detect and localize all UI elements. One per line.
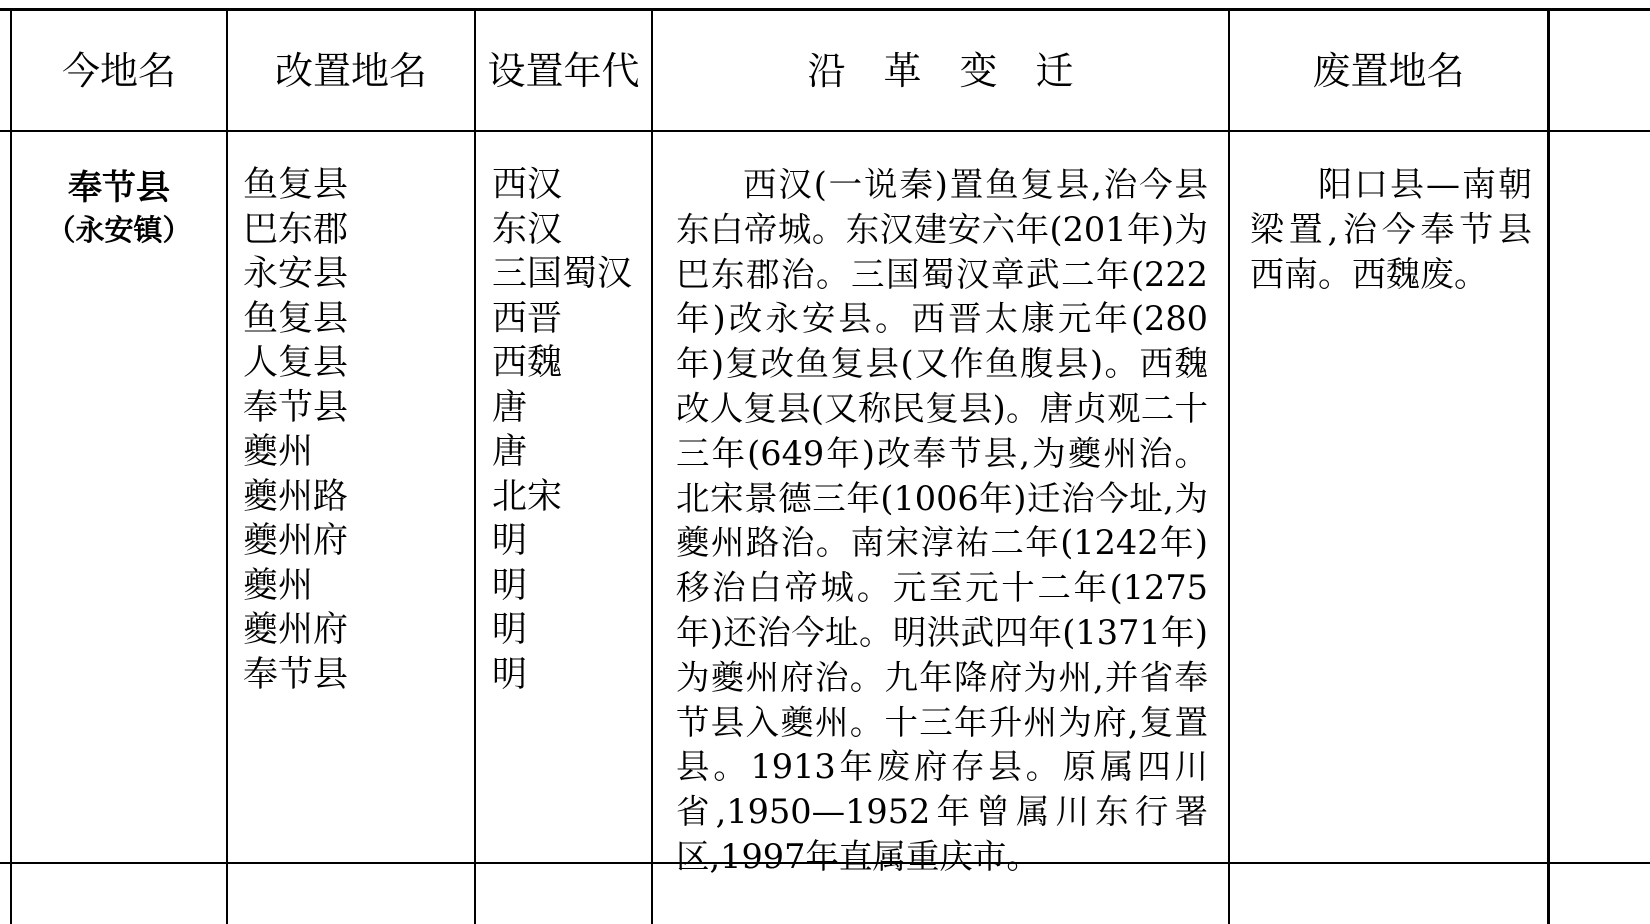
header-renamed: 改置地名 [274,49,427,93]
renamed-item: 人复县 [243,343,349,383]
renamed-item: 巴东郡 [243,209,349,250]
renamed-item: 夔州 [243,565,314,606]
col-divider-1 [226,8,228,924]
history-text: 西汉(一说秦)置鱼复县,治今县东白帝城。东汉建安六年(201年)为巴东郡治。三国蜀汉章武二年(222年)改永安县。西晋太康元年(280年)复改鱼复县(又作鱼腹县)。西魏改人复县(又称民复县)。唐贞观二十三年(649年)改奉节县,为夔州治。北宋景德三年(1006年)迁治今址,为夔州路治。南宋淳祐二年(1242年)移治白帝城。元至元十二年(1275年)还治今址。明洪武四年(1371年)为夔州府治。九年降府为州,并省奉节县入夔州。十三年升州为府,复置县。1913年废府存县。原属四川省,1950—1952年曾属川东行署区,1997年直属重庆市。 [676,165,1208,876]
era-item: 西晋 [492,298,563,339]
renamed-item: 鱼复县 [243,298,349,339]
era-item: 明 [492,521,528,561]
era-item: 唐 [492,432,528,472]
right-border [1547,8,1550,924]
renamed-list [243,163,468,697]
col-divider-4 [1228,8,1230,924]
header-era: 设置年代 [487,49,640,93]
header-history: 沿 革 变 迁 [807,49,1074,93]
renamed-item: 夔州路 [243,476,349,517]
table-top-border [0,8,1650,11]
header-modern-name: 今地名 [61,49,176,93]
era-item: 明 [492,654,528,695]
renamed-item: 夔州府 [243,610,349,650]
era-item: 三国蜀汉 [492,254,633,294]
abolished-text: 阳口县—南朝梁置,治今奉节县西南。西魏废。 [1250,165,1532,295]
renamed-item: 夔州府 [243,521,349,561]
era-item: 西汉 [492,165,563,205]
era-item: 东汉 [492,209,563,250]
era-item: 唐 [492,387,528,428]
modern-place-name: 奉节县 [68,168,170,208]
col-divider-3 [651,8,653,924]
renamed-item: 夔州 [243,432,314,472]
era-item: 明 [492,565,528,606]
era-list [492,163,647,697]
modern-place-subname: （永安镇） [46,213,192,247]
renamed-item: 鱼复县 [243,165,349,205]
left-border [10,8,12,924]
era-item: 西魏 [492,343,563,383]
era-item: 明 [492,610,528,650]
renamed-item: 奉节县 [243,387,349,428]
header-abolished: 废置地名 [1312,49,1465,93]
col-divider-2 [474,8,476,924]
renamed-item: 奉节县 [243,654,349,695]
era-item: 北宋 [492,476,563,517]
header-bottom-border [0,130,1650,132]
renamed-item: 永安县 [243,254,349,294]
